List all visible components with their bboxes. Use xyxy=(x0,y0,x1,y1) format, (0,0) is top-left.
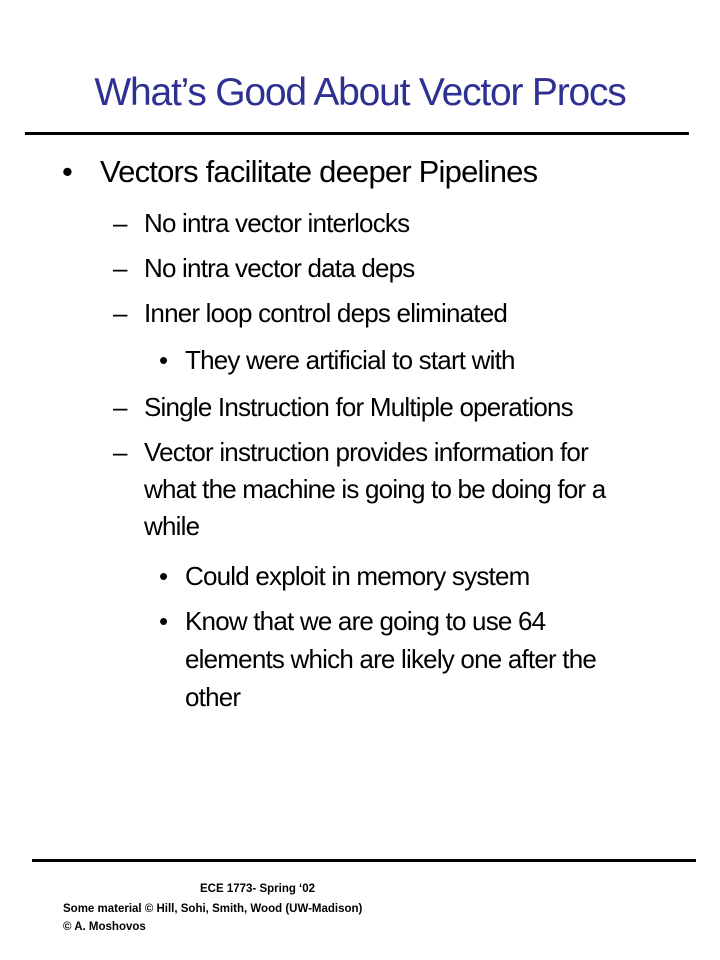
footer-divider xyxy=(32,859,696,862)
title-divider xyxy=(25,132,689,135)
dash-marker: – xyxy=(113,253,127,283)
bullet-marker: • xyxy=(159,606,168,636)
bullet-marker: • xyxy=(159,561,168,591)
dash-marker: – xyxy=(113,208,127,238)
dash-marker: – xyxy=(113,392,127,422)
bullet-text: Vectors facilitate deeper Pipelines xyxy=(100,154,538,189)
sub-sub-bullet-text-line: other xyxy=(185,682,241,712)
sub-bullet-text-line: what the machine is going to be doing for a xyxy=(144,474,606,504)
bullet-marker: • xyxy=(159,345,168,375)
bullet-marker: • xyxy=(62,154,73,189)
dash-marker: – xyxy=(113,298,127,328)
sub-sub-bullet-text: They were artificial to start with xyxy=(185,345,515,375)
sub-bullet-text: No intra vector interlocks xyxy=(144,208,410,238)
footer-course: ECE 1773- Spring ‘02 xyxy=(200,883,316,895)
sub-bullet-text: Inner loop control deps eliminated xyxy=(144,298,508,328)
footer-credit: Some material © Hill, Sohi, Smith, Wood (UW-Madison) xyxy=(63,903,363,915)
slide-title: What’s Good About Vector Procs xyxy=(94,71,626,114)
sub-bullet-text: No intra vector data deps xyxy=(144,253,415,283)
sub-sub-bullet-text: Could exploit in memory system xyxy=(185,561,530,591)
sub-bullet-text-line: while xyxy=(144,511,200,541)
footer-author: © A. Moshovos xyxy=(63,921,146,933)
sub-bullet-text-line: Vector instruction provides information for xyxy=(144,437,588,467)
sub-bullet-text: Single Instruction for Multiple operations xyxy=(144,392,573,422)
dash-marker: – xyxy=(113,437,127,467)
sub-sub-bullet-text-line: elements which are likely one after the xyxy=(185,644,597,674)
sub-sub-bullet-text-line: Know that we are going to use 64 xyxy=(185,606,546,636)
